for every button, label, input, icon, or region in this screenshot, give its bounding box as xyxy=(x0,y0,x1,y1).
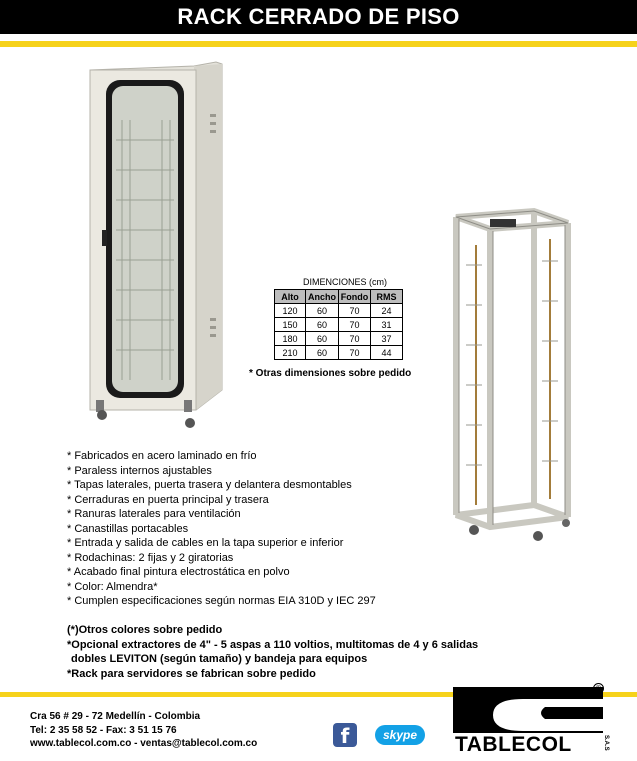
list-item: * Entrada y salida de cables en la tapa superior e inferior xyxy=(67,537,344,549)
list-item: * Canastillas portacables xyxy=(67,522,189,535)
list-item: * Acabado final pintura electrostática en polvo xyxy=(67,566,290,578)
table-header-row xyxy=(275,290,403,304)
footer-contact xyxy=(30,710,257,751)
facebook-icon[interactable]: f xyxy=(333,723,357,747)
closed-rack-image xyxy=(86,60,226,432)
footer-phones: Tel: 2 35 58 52 - Fax: 3 51 15 76 xyxy=(30,724,177,736)
column-header: Alto xyxy=(275,290,306,304)
table-row xyxy=(275,346,403,360)
table-cell: 70 xyxy=(339,332,371,346)
dimensions-block xyxy=(270,277,430,360)
tablecol-logo xyxy=(453,685,611,755)
table-cell: 120 xyxy=(275,304,306,318)
table-cell: 180 xyxy=(275,332,306,346)
table-cell: 60 xyxy=(306,332,339,346)
open-rack-frame-image xyxy=(446,205,576,545)
table-cell: 70 xyxy=(339,318,371,332)
logo-brand-text: TABLECOL xyxy=(455,733,572,756)
list-item: * Cerraduras en puerta principal y trasera xyxy=(67,493,269,506)
registered-mark: ® xyxy=(593,683,604,694)
skype-icon[interactable]: skype xyxy=(375,725,425,745)
table-cell: 37 xyxy=(371,332,403,346)
page-title: RACK CERRADO DE PISO xyxy=(177,4,460,29)
table-cell: 70 xyxy=(339,346,371,360)
list-item: * Cumplen especificaciones según normas EIA 310D y IEC 297 xyxy=(67,595,376,607)
list-item: * Rodachinas: 2 fijas y 2 giratorias xyxy=(67,551,234,564)
list-item: * Fabricados en acero laminado en frío xyxy=(67,450,257,462)
column-header: Ancho xyxy=(306,290,339,304)
logo-suffix: S.A.S xyxy=(603,735,609,751)
table-cell: 70 xyxy=(339,304,371,318)
dimensions-note: * Otras dimensiones sobre pedido xyxy=(249,368,412,379)
header-bar xyxy=(0,0,637,34)
table-cell: 210 xyxy=(275,346,306,360)
footer-web-link[interactable]: www.tablecol.com.co - ventas@tablecol.com.co xyxy=(30,738,258,749)
table-cell: 60 xyxy=(306,304,339,318)
list-item: * Ranuras laterales para ventilación xyxy=(67,508,241,520)
column-header: RMS xyxy=(371,290,403,304)
note-line: *Opcional extractores de 4" - 5 aspas a 110 voltios, multitomas de 4 y 6 salidas xyxy=(67,638,479,651)
note-line: (*)Otros colores sobre pedido xyxy=(67,624,223,636)
header-yellow-rule xyxy=(0,41,637,47)
list-item: * Paraless internos ajustables xyxy=(67,464,212,477)
note-line: dobles LEVITON (según tamaño) y bandeja para equipos xyxy=(71,653,368,665)
table-cell: 60 xyxy=(306,318,339,332)
features-list xyxy=(67,449,376,609)
dimensions-caption: DIMENCIONES (cm) xyxy=(303,277,387,287)
column-header: Fondo xyxy=(339,290,371,304)
list-item: * Tapas laterales, puerta trasera y delantera desmontables xyxy=(67,479,352,491)
dimensions-table xyxy=(274,289,403,360)
notes-block xyxy=(67,623,478,681)
table-cell: 150 xyxy=(275,318,306,332)
table-row xyxy=(275,318,403,332)
table-cell: 44 xyxy=(371,346,403,360)
list-item: * Color: Almendra* xyxy=(67,580,158,593)
logo-mark-icon xyxy=(453,685,603,733)
table-row xyxy=(275,304,403,318)
table-cell: 24 xyxy=(371,304,403,318)
table-row xyxy=(275,332,403,346)
table-cell: 31 xyxy=(371,318,403,332)
note-line: *Rack para servidores se fabrican sobre pedido xyxy=(67,667,316,680)
table-cell: 60 xyxy=(306,346,339,360)
footer-address: Cra 56 # 29 - 72 Medellín - Colombia xyxy=(30,711,201,722)
